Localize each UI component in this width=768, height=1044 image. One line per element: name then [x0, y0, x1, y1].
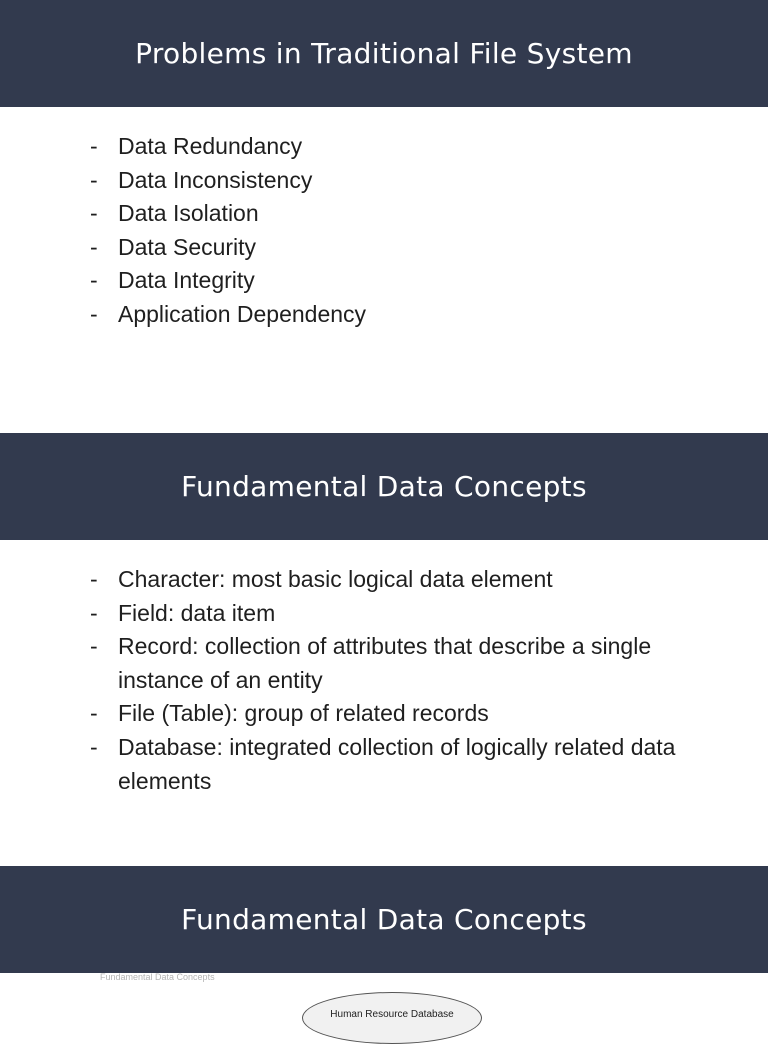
slide-title: Fundamental Data Concepts — [181, 903, 587, 936]
slide-header — [0, 433, 768, 540]
bullet-item — [90, 231, 690, 265]
bullet-dash: - — [90, 133, 98, 159]
bullet-dash: - — [90, 233, 98, 260]
bullet-dash: - — [90, 700, 98, 727]
slide-header — [0, 866, 768, 973]
slide-title: Problems in Traditional File System — [135, 37, 633, 70]
bullet-text: Data Security — [118, 233, 257, 260]
bullet-item — [90, 164, 690, 198]
database-node — [302, 992, 482, 1044]
bullet-text: Record: collection of attributes that describe a single instance of an entity — [118, 633, 652, 693]
bullet-item — [90, 630, 690, 697]
slide-fundamental-data-concepts-diagram — [0, 866, 768, 1024]
bullet-list — [90, 130, 690, 332]
bullet-item — [90, 130, 690, 164]
bullet-item — [90, 731, 690, 798]
database-node-label: Human Resource Database — [330, 1009, 454, 1020]
bullet-dash: - — [90, 599, 98, 626]
bullet-item — [90, 264, 690, 298]
bullet-text: Application Dependency — [118, 300, 367, 327]
bullet-dash: - — [90, 200, 98, 227]
slide-fundamental-data-concepts — [0, 433, 768, 866]
bullet-dash: - — [90, 300, 98, 327]
bullet-dash: - — [90, 633, 98, 660]
bullet-text: Data Integrity — [118, 267, 255, 294]
bullet-item — [90, 298, 690, 332]
bullet-text: Database: integrated collection of logically related data elements — [118, 733, 676, 794]
bullet-text: Data Isolation — [118, 200, 259, 227]
bullet-item — [90, 197, 690, 231]
bullet-item — [90, 563, 690, 597]
slide-problems-traditional-file-system — [0, 0, 768, 433]
slide-title: Fundamental Data Concepts — [181, 470, 587, 503]
bullet-text: Data Redundancy — [118, 133, 303, 159]
bullet-text: Field: data item — [118, 599, 276, 626]
slide-header — [0, 0, 768, 107]
bullet-dash: - — [90, 733, 98, 760]
bullet-text: Character: most basic logical data element — [118, 566, 553, 592]
bullet-text: Data Inconsistency — [118, 166, 313, 193]
bullet-list — [90, 563, 690, 798]
diagram-caption: Fundamental Data Concepts — [100, 972, 215, 982]
bullet-item — [90, 597, 690, 631]
bullet-dash: - — [90, 166, 98, 193]
bullet-text: File (Table): group of related records — [118, 700, 489, 727]
bullet-dash: - — [90, 566, 98, 592]
bullet-dash: - — [90, 267, 98, 294]
bullet-item — [90, 697, 690, 731]
